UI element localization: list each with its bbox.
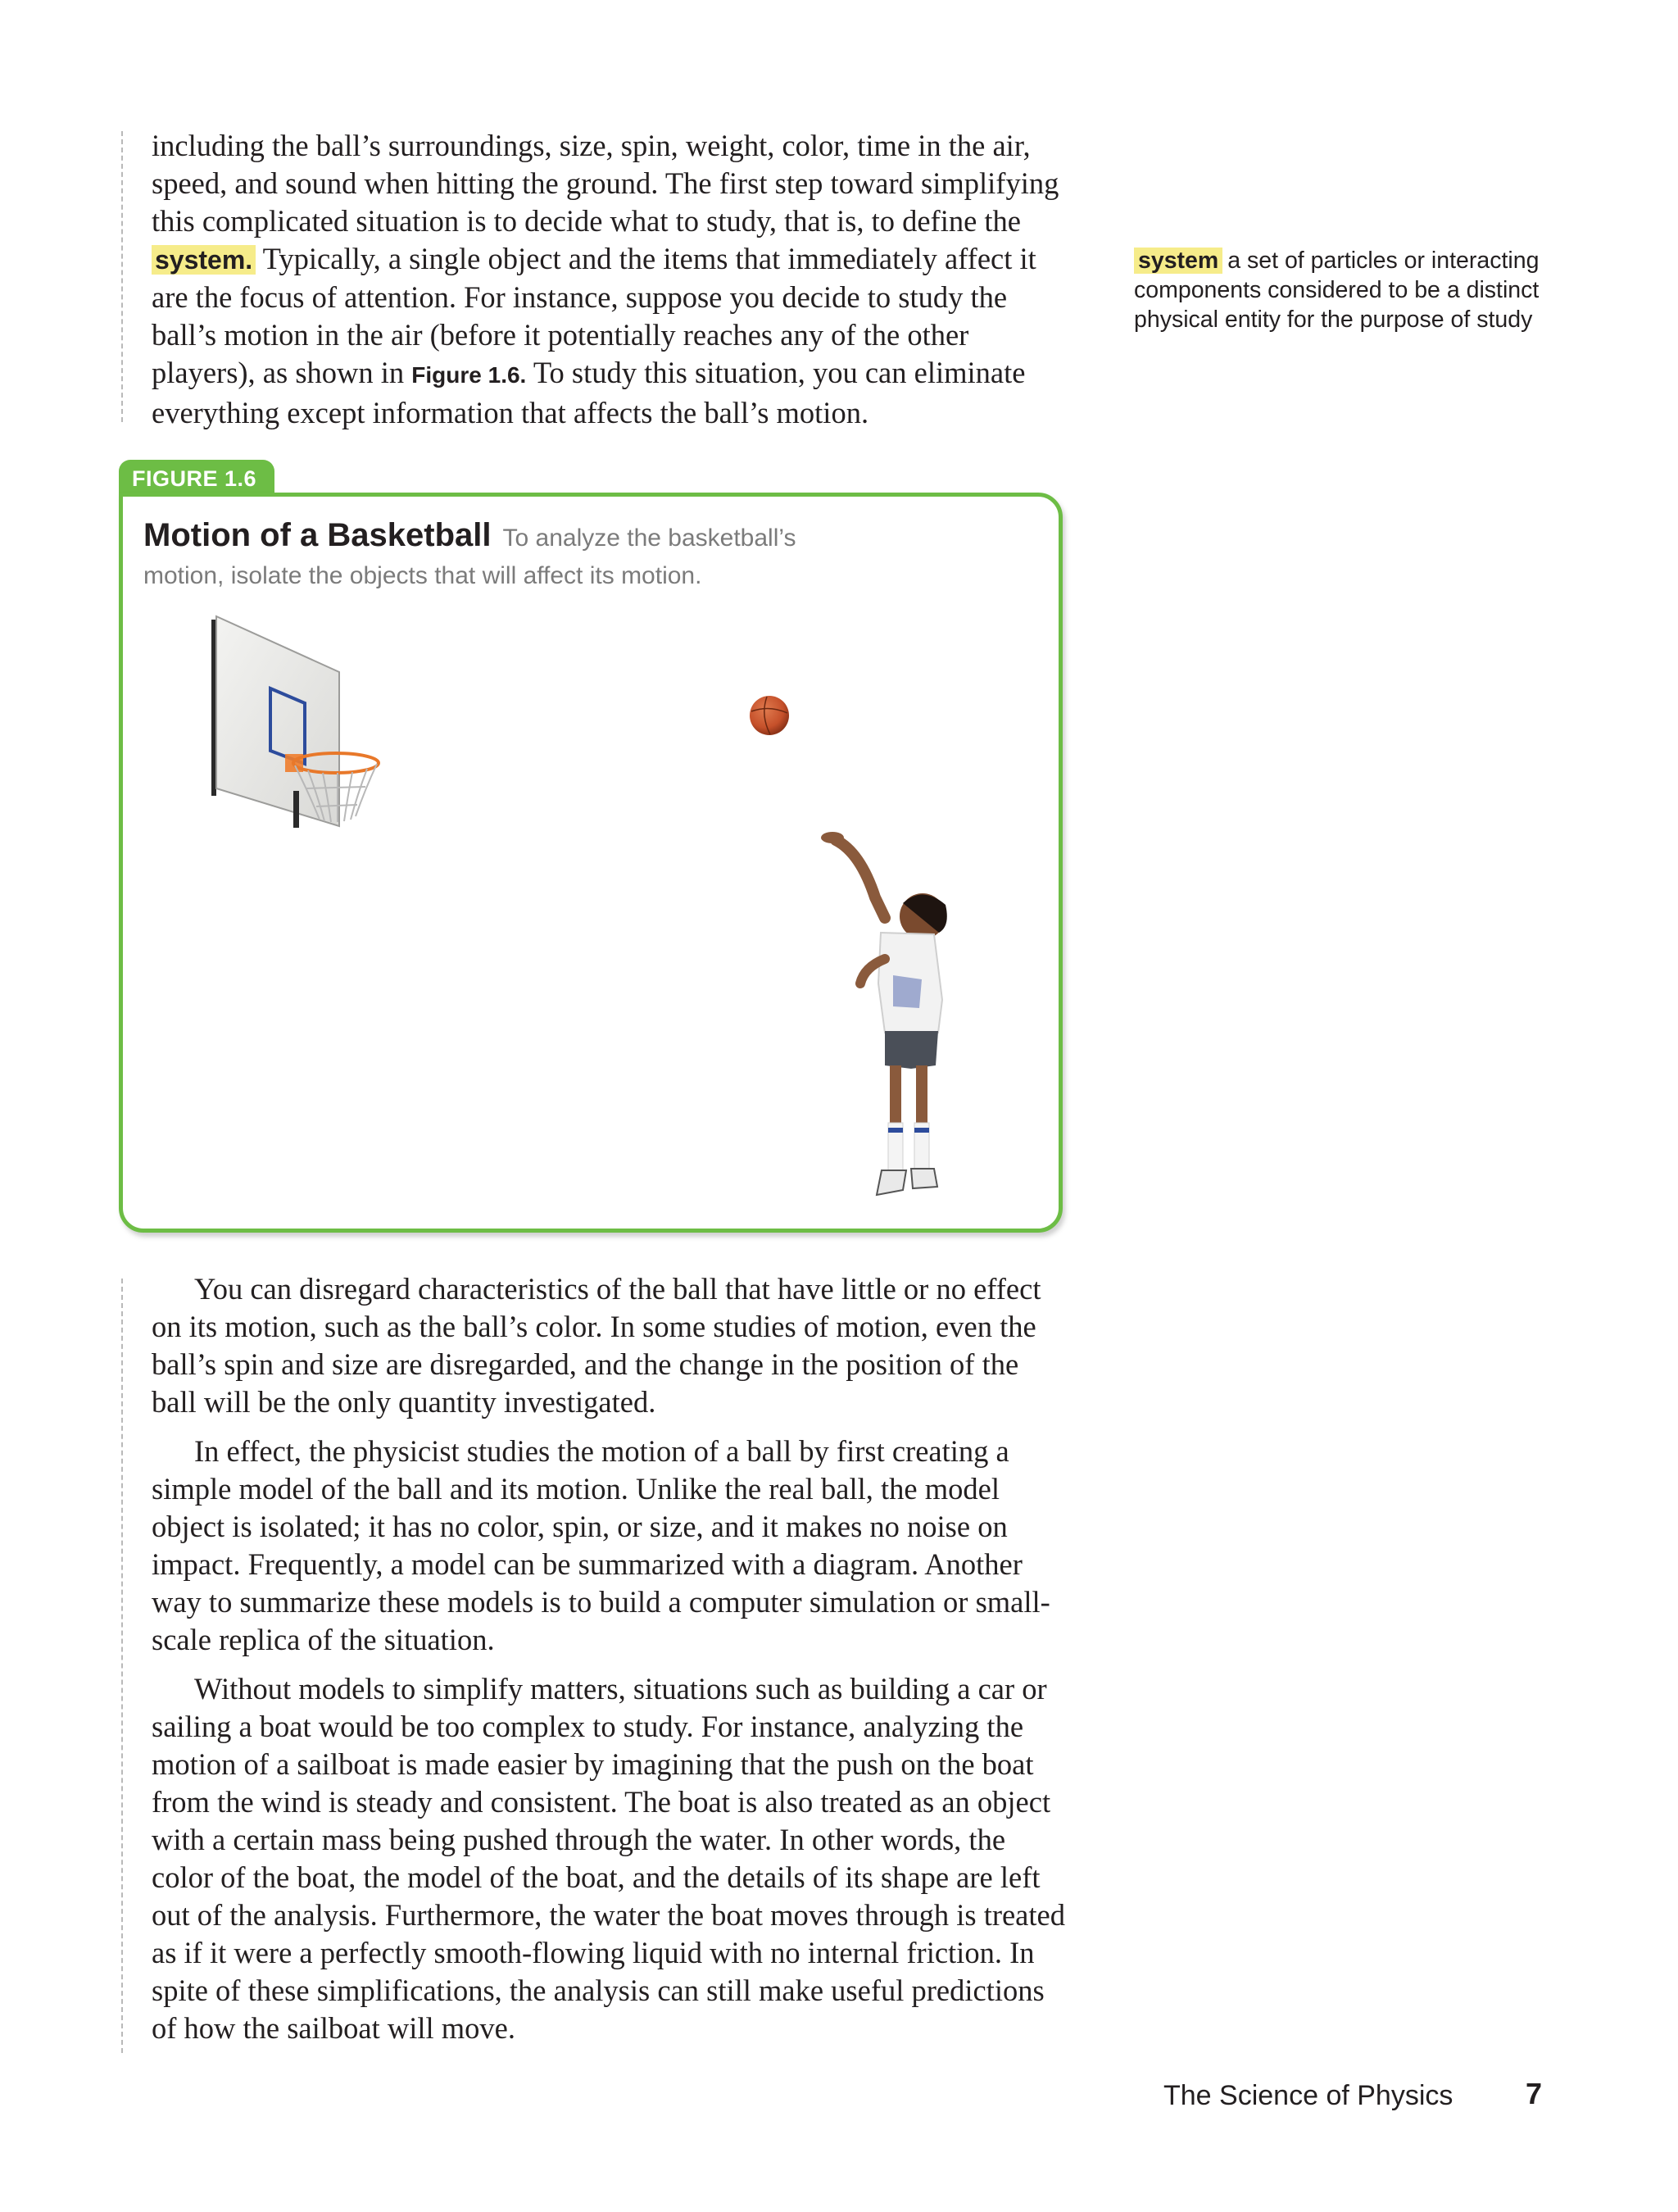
intro-text-part3: To study this situation, you can eliminate everything except information that affects the ball’s motion. bbox=[152, 356, 1026, 429]
glossary-term: system bbox=[1134, 248, 1222, 274]
page-number: 7 bbox=[1526, 2077, 1543, 2110]
highlighted-term-system: system. bbox=[152, 245, 256, 275]
basketball bbox=[750, 696, 789, 735]
basketball-illustration bbox=[123, 574, 1057, 1221]
body-paragraphs bbox=[152, 1270, 1069, 2047]
intro-text-part2: Typically, a single object and the items that immediately affect it are the focus of attention. For instance, suppose you decide to study the ball’s motion in the air (before it potentially reaches any of the other players), as shown in bbox=[152, 242, 1036, 389]
player-figure bbox=[821, 832, 947, 1195]
backboard-hoop bbox=[211, 616, 379, 828]
paragraph-1: You can disregard characteristics of the ball that have little or no effect on its motion, such as the ball’s color. In some studies of motion, even the ball’s spin and size are disregarded, and the change in the position of the ball will be the only quantity investigated. bbox=[152, 1272, 1041, 1419]
margin-rule-top bbox=[121, 131, 123, 422]
glossary-note bbox=[1134, 246, 1593, 334]
paragraph-2: In effect, the physicist studies the motion of a ball by first creating a simple model of the ball and its motion. Unlike the real ball, the model object is isolated; it has no color, spin, or size, and it makes no noise on impact. Frequently, a model can be summarized with a diagram. Another way to summarize these models is to build a computer simulation or small-scale replica of the situation. bbox=[152, 1434, 1050, 1656]
intro-text-part1: including the ball’s surroundings, size, spin, weight, color, time in the air, speed, and sound when hitting the ground. The first step toward simplifying this complicated situation is to decide what to study, that is, to define the bbox=[152, 129, 1059, 238]
paragraph-3: Without models to simplify matters, situations such as building a car or sailing a boat would be too complex to study. For instance, analyzing the motion of a sailboat is made easier by imagining that the push on the boat from the wind is steady and consistent. The boat is also treated as an object with a certain mass being pushed through the water. In other words, the color of the boat, the model of the boat, and the details of its shape are left out of the analysis. Furthermore, the water the boat moves through is treated as if it were a perfectly smooth-flowing liquid with no internal friction. In spite of these simplifications, the analysis can still make useful predictions of how the sailboat will move. bbox=[152, 1672, 1065, 2045]
figure-reference[interactable]: Figure 1.6. bbox=[411, 362, 527, 388]
footer-chapter-title: The Science of Physics bbox=[1163, 2080, 1454, 2111]
figure-title: Motion of a Basketball bbox=[143, 517, 492, 553]
glossary-definition: a set of particles or interacting components considered to be a distinct physical entity for the purpose of study bbox=[1134, 248, 1540, 333]
figure-caption-text: To analyze the basketball’s motion, isolate the objects that will affect its motion. bbox=[143, 525, 796, 589]
margin-rule-bottom bbox=[121, 1279, 123, 2053]
intro-paragraph bbox=[152, 127, 1069, 432]
figure-tab-label: FIGURE 1.6 bbox=[119, 460, 274, 497]
